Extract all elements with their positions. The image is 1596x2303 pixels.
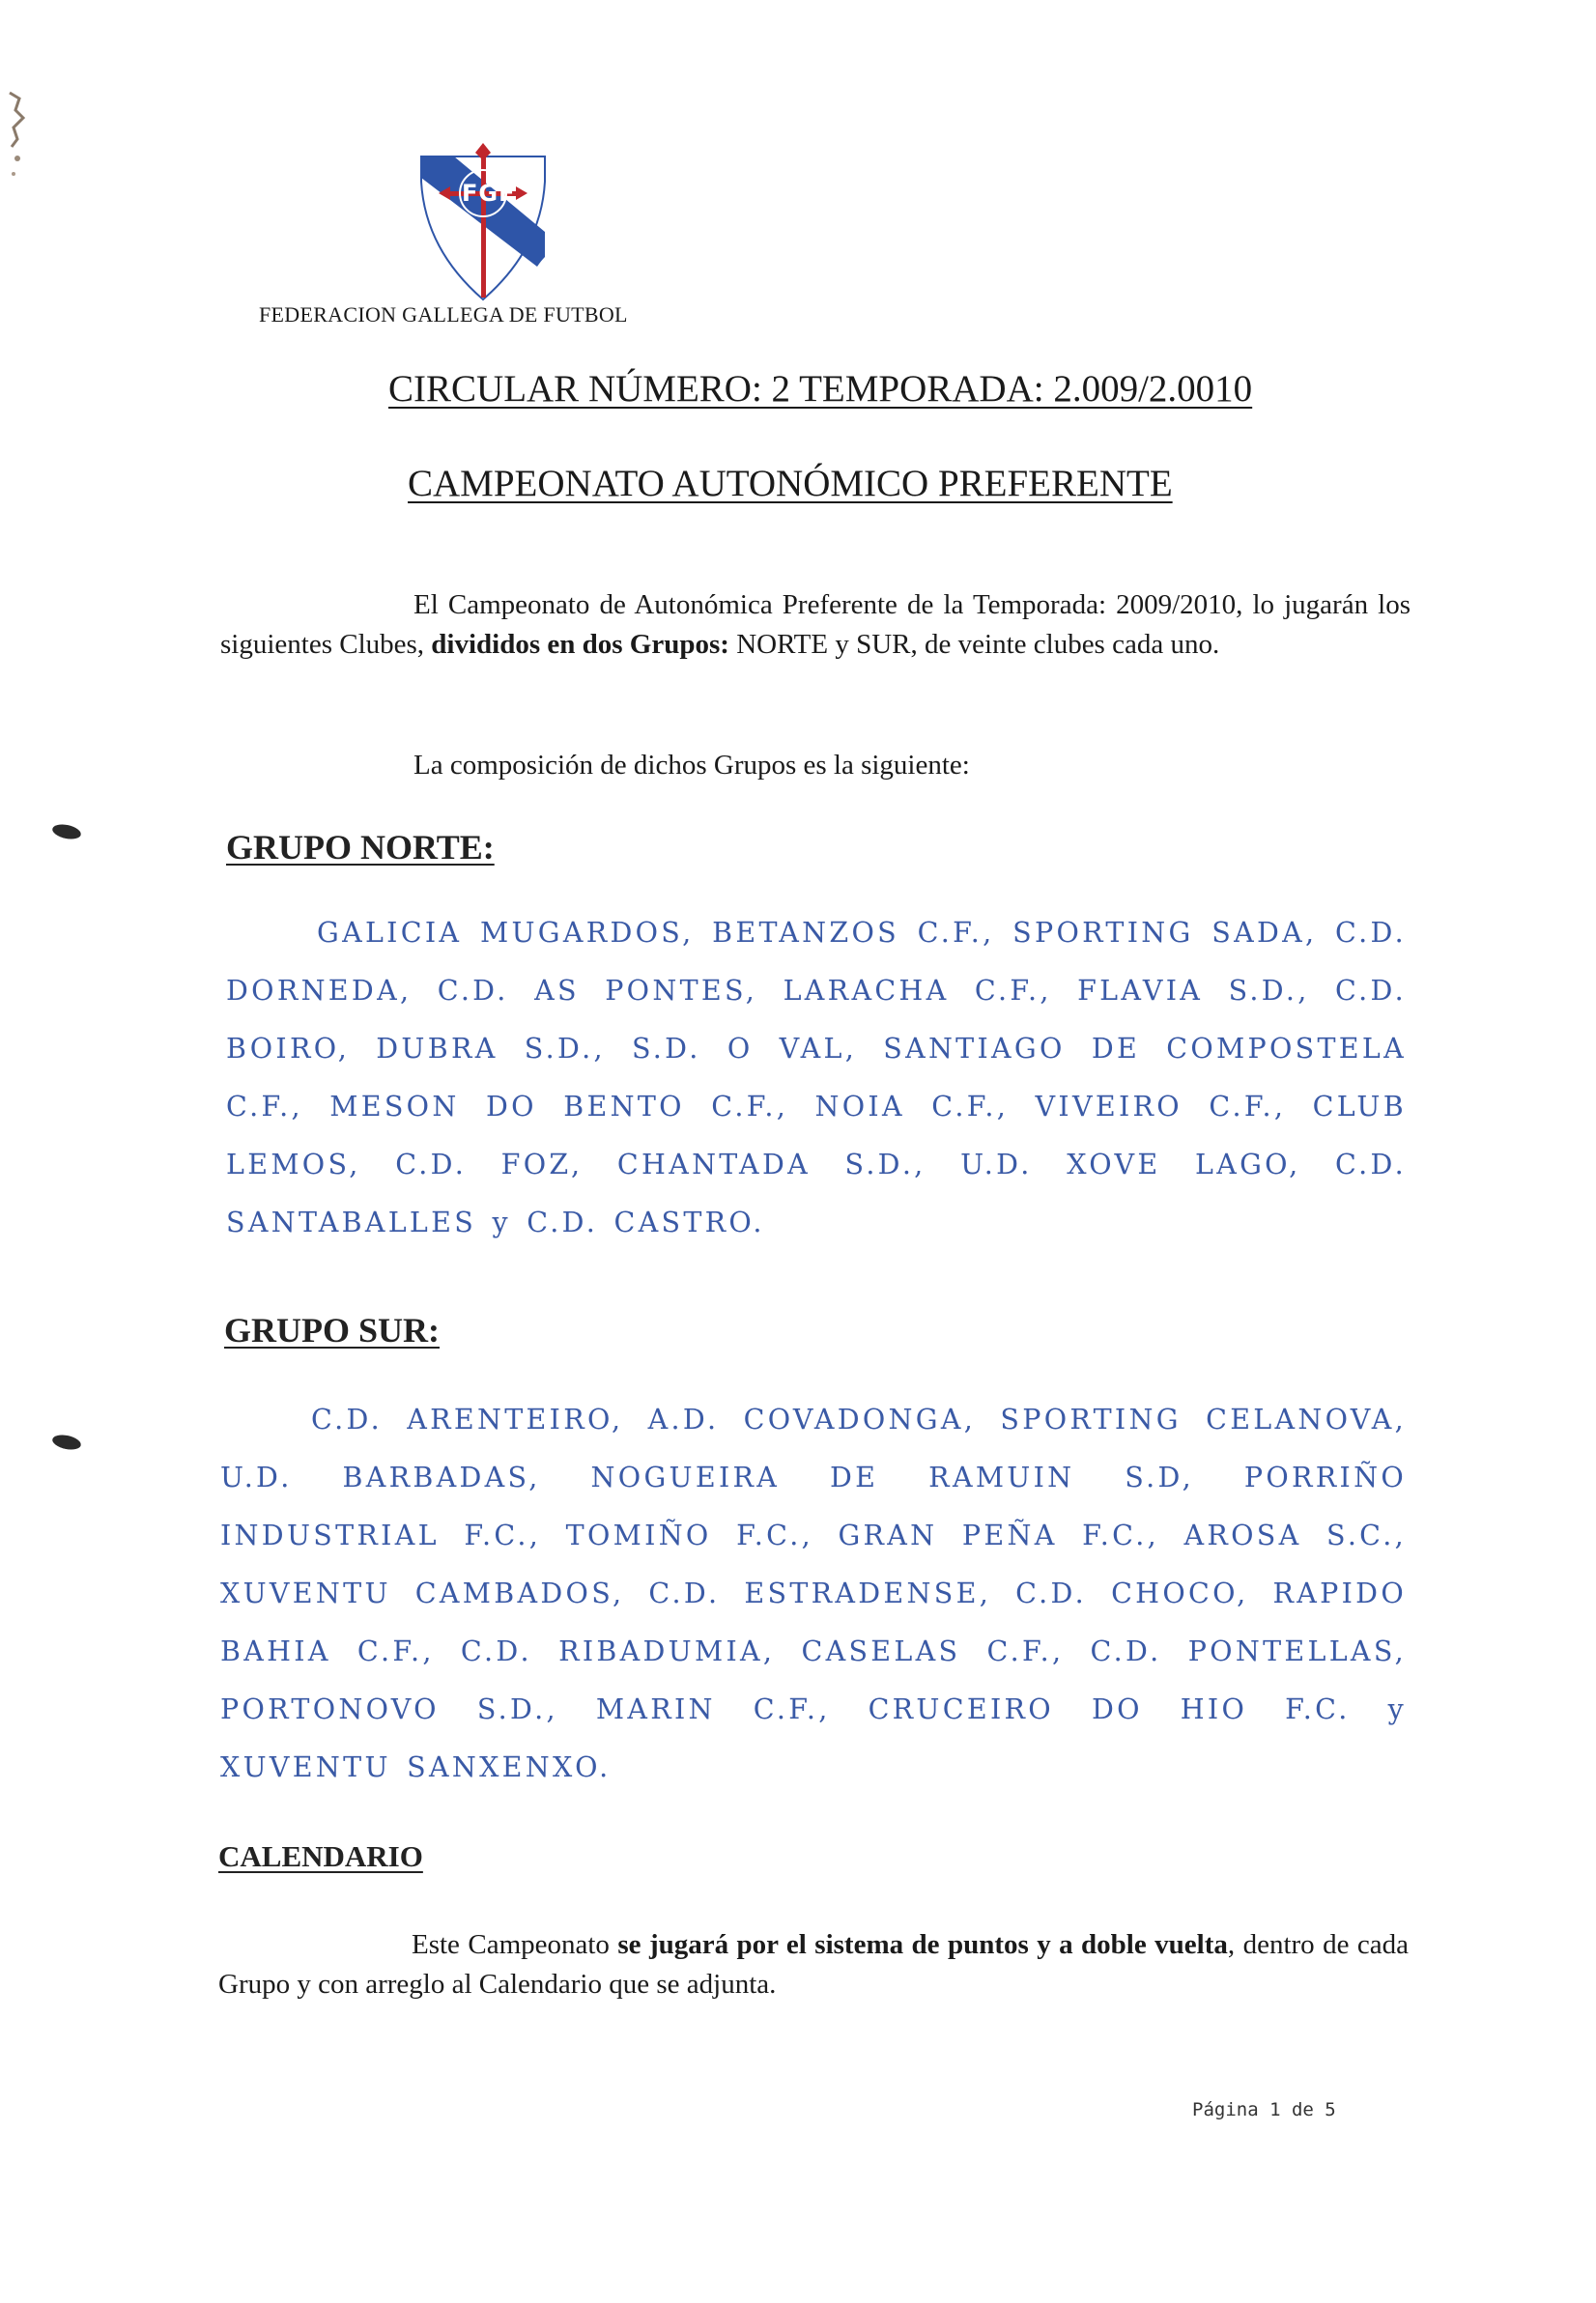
logo-lettering: FGF — [462, 180, 516, 207]
championship-title: CAMPEONATO AUTONÓMICO PREFERENTE — [408, 463, 1173, 504]
scan-edge-mark — [6, 89, 35, 195]
composition-paragraph — [220, 746, 1411, 785]
federation-logo — [415, 143, 551, 307]
circular-title: CIRCULAR NÚMERO: 2 TEMPORADA: 2.009/2.0010 — [388, 368, 1253, 410]
group-norte-heading: GRUPO NORTE: — [226, 828, 495, 867]
punch-hole-mark — [51, 1433, 82, 1452]
calendario-bold: se jugará por el sistema de puntos y a doble vuelta — [617, 1929, 1228, 1960]
calendario-heading: CALENDARIO — [218, 1839, 423, 1873]
intro-groups: NORTE y SUR — [736, 629, 911, 660]
intro-text-3: , de veinte clubes cada uno. — [910, 629, 1220, 660]
group-sur-clubs — [220, 1391, 1407, 1797]
page-number: Página 1 de 5 — [1192, 2099, 1336, 2120]
calendario-text-1: Este Campeonato — [412, 1929, 618, 1960]
intro-paragraph — [220, 585, 1411, 665]
calendario-paragraph — [218, 1925, 1409, 2004]
intro-text-1: El Campeonato de Autonómica Preferente de la Temporada: 2009/2010, lo jugarán los siguientes Clubes, — [220, 589, 1411, 660]
group-norte-clubs — [226, 904, 1407, 1252]
composition-text: La composición de dichos Grupos es la siguiente: — [413, 750, 970, 781]
federation-name: FEDERACION GALLEGA DE FUTBOL — [259, 302, 628, 327]
norte-club-list: GALICIA MUGARDOS, BETANZOS C.F., SPORTING SADA, C.D. DORNEDA, C.D. AS PONTES, LARACHA C.F., FLAVIA S.D., C.D. BOIRO, DUBRA S.D., S.D. O VAL, SANTIAGO DE COMPOSTELA C.F., MESON DO BENTO C.F., NOIA C.F., VIVEIRO C.F., CLUB LEMOS, C.D. FOZ, CHANTADA S.D., U.D. XOVE LAGO, C.D. SANTABALLES y C.D. CASTRO. — [226, 917, 1407, 1238]
calendario-text-2: , dentro de cada Grupo y con arreglo al Calendario que se adjunta. — [218, 1929, 1409, 2000]
group-sur-heading: GRUPO SUR: — [224, 1311, 440, 1350]
sur-club-list: C.D. ARENTEIRO, A.D. COVADONGA, SPORTING CELANOVA, U.D. BARBADAS, NOGUEIRA DE RAMUIN S.D, PORRIÑO INDUSTRIAL F.C., TOMIÑO F.C., GRAN PEÑA F.C., AROSA S.C., XUVENTU CAMBADOS, C.D. ESTRADENSE, C.D. CHOCO, RAPIDO BAHIA C.F., C.D. RIBADUMIA, CASELAS C.F., C.D. PONTELLAS, PORTONOVO S.D., MARIN C.F., CRUCEIRO DO HIO F.C. y XUVENTU SANXENXO. — [220, 1404, 1407, 1783]
punch-hole-mark — [51, 822, 82, 841]
intro-bold: divididos en dos Grupos: — [431, 629, 737, 660]
